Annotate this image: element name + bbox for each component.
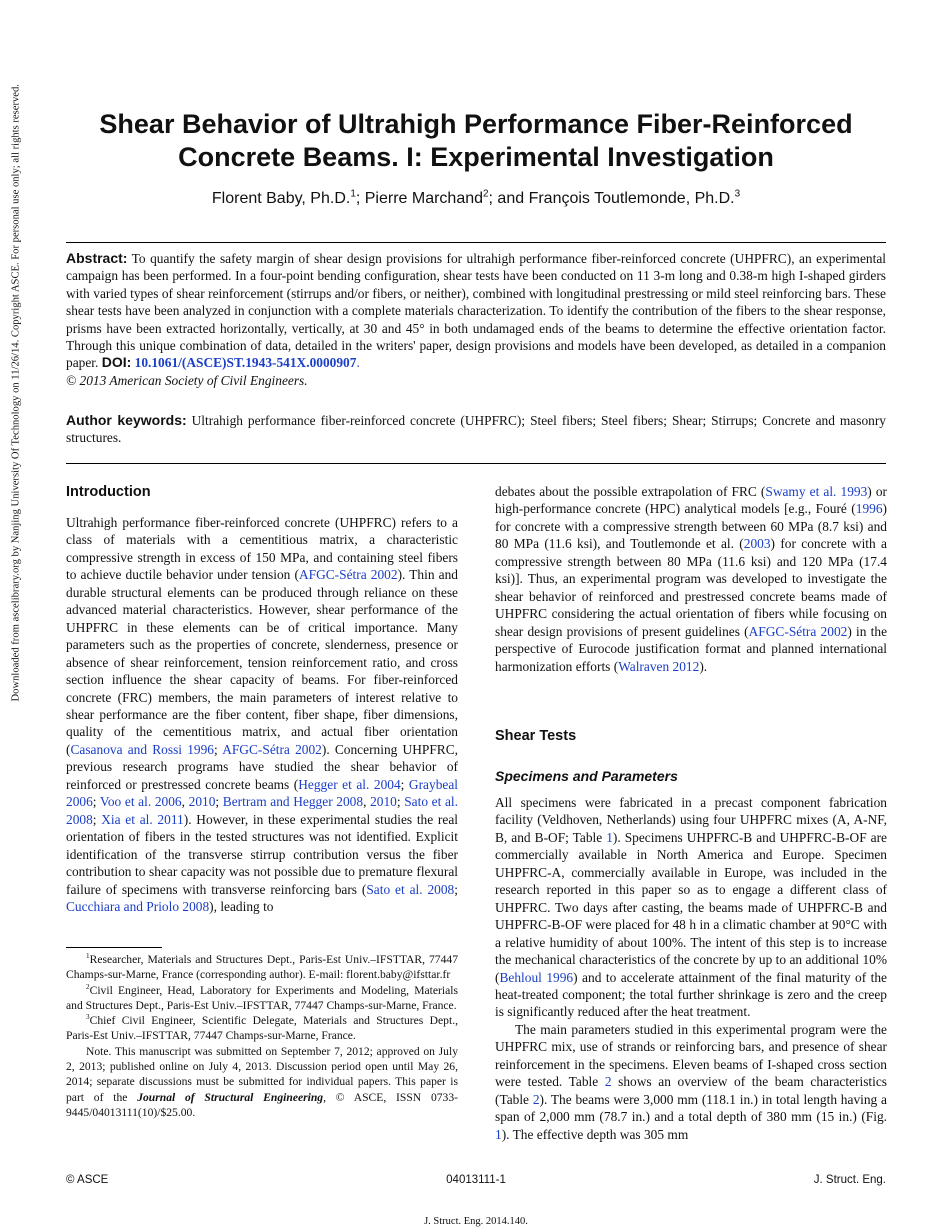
body-text: ) for concrete with a compressive strength between 80 MPa (11.6 ksi) and 120 MPa (17.4 ksi)]. Thus, an experimental program was developed to investigate the shear behavior of reinforced and prestressed concrete beams made of UHPFRC considering the actual orientation of fibers while focusing on shear design provisions of present guidelines (	[495, 536, 887, 639]
author-affiliation-mark: 2	[483, 188, 489, 200]
body-text: debates about the possible extrapolation of FRC (	[495, 484, 766, 499]
body-text: ) for concrete with a compressive strength between 60 MPa (8.7 ksi) and 80 MPa (11.6 ksi), and Toutlemonde et al. (	[495, 501, 887, 552]
body-text: All specimens were fabricated in a precast component fabrication facility (Veldhoven, Netherlands) using four UHPFRC mixes (A, A-NF, B, and B-OF; Table	[495, 795, 887, 845]
author-affiliation-mark: 1	[350, 188, 356, 200]
footnote-1: $^1$Researcher, Materials and Structures Dept., Paris-Est Univ.–IFSTTAR, 77447 Champs-sur-Marne, France (corresponding author). E-mail: florent.baby@ifsttar.fr	[66, 952, 458, 982]
citation-link[interactable]: 1	[495, 1126, 502, 1142]
body-text: ,	[363, 794, 371, 810]
abstract-text: To quantify the safety margin of shear design provisions for ultrahigh performance fiber-reinforced concrete (UHPFRC), an experimental campaign has been performed. In a four-point bending configuration, shear tests have been conducted on 11 3-m long and 0.38-m high I-shaped girders with varied types of shear reinforcement (stirrups and/or fibers, or neither), combined with longitudinal prestressing or mild steel reinforcing bars. These shear tests have been analyzed in conjunction with a complete materials characterization. To identify the contribution of the fibers to the shear response, prisms have been extracted horizontally, vertically, at 30 and 45° in both undamaged ends of the beams to determine the effective orientation factor. Through this unique combination of data, detailed in the writers' paper, design provisions and models have been developed, as detailed in a companion paper.	[66, 251, 886, 371]
author-separator: ;	[355, 190, 365, 207]
specimens-paragraph-1	[495, 794, 887, 1021]
citation-link[interactable]: AFGC-Sétra 2002	[298, 567, 398, 583]
specimens-text	[495, 794, 887, 1143]
footer-journal: J. Struct. Eng.	[813, 1174, 886, 1186]
body-text: ). Thin and durable structural elements can be produced through reliance on these advanced material characteristics. However, shear performance of the UHPFRC in these elements can be of critical importance. Many parameters such as the properties of concrete, slenderness, presence or absence of shear reinforcement, tension reinforcement ratio, and cross section influence the shear capacity of beams. For fiber-reinforced concrete (FRC) members, the main parameters of interest relative to shear performance are the fiber content, fiber shape, fiber dimensions, quality of the cementitious matrix, and actual fiber orientation (	[66, 567, 458, 757]
introduction-paragraph-right	[495, 483, 887, 675]
body-text: ;	[214, 741, 223, 757]
citation-link[interactable]: Xia et al. 2011	[101, 811, 184, 827]
doi-label: DOI:	[101, 354, 132, 371]
doi-period: .	[356, 355, 360, 371]
body-text: ). The effective depth was 305 mm	[501, 1126, 689, 1142]
abstract	[66, 250, 886, 389]
keywords-label: Author keywords:	[66, 412, 187, 428]
body-text: shows an overview of the beam characteristics (Table	[495, 1074, 887, 1107]
body-text: ). Concerning UHPFRC, previous research programs have studied the shear behavior of reinforced or prestressed concrete beams (	[66, 741, 458, 792]
footnote-rule	[66, 947, 162, 948]
body-text: The main parameters studied in this experimental program were the UHPFRC mix, use of strands or reinforcing bars, and presence of shear reinforcement in the specimens. Eleven beams of I-shaped cross section were tested. Table	[495, 1021, 887, 1090]
author-separator: ; and	[488, 190, 529, 207]
body-text: ) and to accelerate attainment of the final maturity of the heat-treated component; the total further shrinkage is zero and the creep is significantly reduced after the heat treatment.	[495, 969, 887, 1020]
citation-link[interactable]: Sato et al. 2008	[66, 794, 458, 827]
citation-link[interactable]: 2010	[188, 794, 216, 810]
body-text: ,	[181, 794, 189, 810]
citation-link[interactable]: Casanova and Rossi 1996	[70, 741, 214, 757]
citation-link[interactable]: Voo et al. 2006	[99, 794, 182, 810]
body-text: ) or high-performance concrete (HPC) analytical models [e.g., Fouré (	[495, 484, 887, 517]
body-text: ;	[215, 794, 223, 810]
citation-link[interactable]: 1996	[855, 501, 883, 517]
citation-link[interactable]: 2010	[370, 794, 397, 810]
footnotes	[66, 952, 458, 1120]
citation-link[interactable]: Walraven 2012	[618, 658, 700, 674]
copyright-line: © 2013 American Society of Civil Engineers.	[66, 372, 308, 388]
citation-link[interactable]: 2003	[743, 536, 771, 552]
body-text: ) in the perspective of Eurocode justification format and planned international harmonization efforts (	[495, 623, 888, 674]
citation-link[interactable]: AFGC-Sétra 2002	[222, 741, 322, 757]
download-notice: Downloaded from ascelibrary.org by Nanjing University Of Technology on 11/26/14. Copyright ASCE. For personal use only; all rights reserved.	[10, 84, 22, 702]
body-text: ). Specimens UHPFRC-B and UHPFRC-B-OF are commercially available in North America and Europe. Specimen UHPFRC-A, commercially available in Europe, was included in the research reported in this paper so as to engage a different class of UHPFRC. Two days after casting, the beams made of UHPFRC-B and UHPFRC-B-OF were placed for 48 h in a climatic chamber at 90°C with a relative humidity of about 100%. The intent of this step is to increase the mechanical characteristics of the concrete by up to an additional 10% (	[495, 829, 887, 985]
introduction-paragraph-left	[66, 514, 458, 915]
citation-link[interactable]: Sato et al. 2008	[366, 881, 455, 897]
submission-note: Note. This manuscript was submitted on September 7, 2012; approved on July 2, 2013; published online on July 4, 2013. Discussion period open until May 26, 2014; separate discussions must be submitted for individual papers. This paper is part of the Journal of Structural Engineering, © ASCE, ISSN 0733-9445/04013111(10)/$25.00.	[66, 1044, 458, 1119]
footnote-2: $^2$Civil Engineer, Head, Laboratory for Experiments and Modeling, Materials and Structures Dept., Paris-Est Univ.–IFSTTAR, 77447 Champs-sur-Marne, France.	[66, 982, 458, 1012]
author-list	[66, 190, 886, 208]
footer-article-number: 04013111-1	[446, 1174, 506, 1186]
citation-link[interactable]: Swamy et al. 1993	[765, 484, 868, 499]
citation-link[interactable]: 1	[606, 829, 613, 845]
citation-link[interactable]: 2	[604, 1074, 612, 1090]
paper-title: Shear Behavior of Ultrahigh Performance Fiber-Reinforced Concrete Beams. I: Experimental Investigation	[99, 109, 853, 172]
specimens-paragraph-2	[495, 1021, 887, 1143]
citation-link[interactable]: AFGC-Sétra 2002	[748, 623, 848, 639]
body-text: ). The beams were 3,000 mm (118.1 in.) in total length having a span of 2,000 mm (78.7 in.) and a total depth of 380 mm (15 in.) (Fig.	[495, 1091, 887, 1125]
author-affiliation-mark: 3	[734, 188, 741, 200]
intro-paragraph	[66, 514, 458, 915]
citation-link[interactable]: 2	[532, 1091, 540, 1107]
citation-link[interactable]: Bertram and Hegger 2008	[222, 794, 364, 810]
author-name: Florent Baby, Ph.D.	[211, 190, 351, 207]
body-text: ;	[92, 811, 102, 827]
footer-publisher: © ASCE	[66, 1174, 109, 1186]
body-text: ), leading to	[209, 898, 274, 914]
author-keywords	[66, 412, 886, 447]
body-text: ).	[699, 658, 708, 674]
body-text: ;	[400, 776, 409, 792]
body-text: Ultrahigh performance fiber-reinforced concrete (UHPFRC) refers to a class of materials with a cementitious matrix, a characteristic compressive strength in excess of 150 MPa, and containing steel fibers to achieve ductile behavior under tension (	[66, 515, 458, 583]
body-text: ;	[92, 794, 100, 810]
citation-link[interactable]: Cucchiara and Priolo 2008	[66, 898, 210, 914]
doi-link[interactable]: 10.1061/(ASCE)ST.1943-541X.0000907	[134, 355, 357, 371]
body-text: ;	[454, 881, 458, 897]
author-name: François Toutlemonde, Ph.D.	[528, 190, 735, 207]
citation-link[interactable]: Hegger et al. 2004	[298, 776, 401, 792]
intro-paragraph-continued	[495, 483, 887, 675]
keywords-text: Ultrahigh performance fiber-reinforced concrete (UHPFRC); Steel fibers; Steel fibers; Shear; Stirrups; Concrete and masonry structures.	[66, 413, 886, 446]
abstract-label: Abstract:	[66, 250, 128, 266]
author-name: Pierre Marchand	[364, 190, 484, 207]
footnote-3: $^3$Chief Civil Engineer, Scientific Delegate, Materials and Structures Dept., Paris-Est Univ.–IFSTTAR, 77447 Champs-sur-Marne, France.	[66, 1013, 458, 1043]
abstract-top-rule	[66, 242, 886, 243]
citation-link[interactable]: Graybeal 2006	[66, 776, 458, 810]
body-text: ;	[396, 794, 405, 810]
citation-link[interactable]: Behloul 1996	[499, 969, 574, 985]
specimens-subheading: Specimens and Parameters	[495, 768, 678, 784]
page-citation: J. Struct. Eng. 2014.140.	[424, 1216, 528, 1227]
abstract-bottom-rule	[66, 463, 886, 464]
body-text: ). However, in these experimental studies the real orientation of fibers in the tested structures was not identified. Explicit identification of the transverse stirrup contribution versus the fiber contribution to shear capacity was not possible due to premature flexural failure of specimens with transverse reinforcing bars (	[66, 811, 458, 897]
shear-tests-heading: Shear Tests	[495, 728, 577, 744]
introduction-heading: Introduction	[66, 484, 151, 500]
